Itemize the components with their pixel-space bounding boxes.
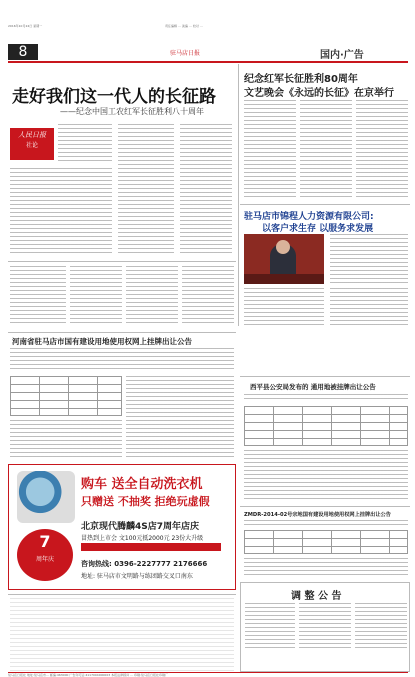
divider	[240, 204, 410, 205]
notice-right-title: 西平县公安局发布的 通用地被挂牌出让公告	[250, 383, 376, 391]
land-notice-title: 河南省驻马店市国有建设用地使用权网上挂牌出让公告	[12, 337, 192, 346]
hr-ad-text	[330, 234, 408, 284]
adjust-notice-box	[240, 582, 410, 672]
logo-text: 人民日报	[18, 131, 46, 139]
article-title: 走好我们这一代人的长征路	[12, 87, 216, 107]
notice-right2-sub	[244, 520, 408, 528]
car-ad-line4: 冒热到上市会 文100元抵2000元 23份大升级	[81, 535, 204, 542]
land-notice-text-left	[10, 420, 122, 458]
news-title-1: 纪念红军长征胜利80周年	[244, 74, 358, 85]
hr-ad-title-2: 以客户求生存 以服务求发展	[262, 224, 374, 234]
hr-ad-title-1: 驻马店市锦程人力资源有限公司:	[244, 212, 374, 222]
notice-right-sub	[244, 394, 408, 402]
header-rule	[8, 61, 408, 63]
car-ad-banner	[81, 543, 221, 551]
hr-ad-text-2	[244, 288, 324, 326]
article-col3	[180, 124, 232, 256]
article-col1-top	[58, 124, 112, 164]
land-notice-text-right	[126, 376, 234, 458]
text-col-c	[126, 266, 178, 326]
car-ad-address: 地址: 驻马店市文明路与练团路交叉口南东	[81, 573, 193, 580]
notice-right-text	[244, 450, 408, 500]
car-ad-line1: 购车 送全自动洗衣机	[81, 477, 203, 492]
article-col2	[118, 124, 174, 256]
adjust-notice-title: 调 整 公 告	[291, 591, 342, 602]
news-col2	[300, 100, 352, 200]
section-name: 国内·广告	[320, 50, 364, 61]
divider	[8, 594, 236, 595]
column-divider	[238, 64, 239, 326]
issue-date: 2016年10月24日 星期一	[8, 24, 43, 28]
page-number: 8	[8, 44, 38, 60]
car-ad-line3: 北京现代腾麟4S店7周年店庆	[81, 522, 200, 532]
notice-right2-table	[244, 530, 408, 554]
anniv-number: 7	[39, 532, 51, 551]
land-notice-table	[10, 376, 122, 416]
logo-sub: 社论	[25, 142, 38, 149]
news-col3	[356, 100, 408, 200]
hr-ad-photo	[244, 234, 324, 284]
washing-machine-image	[17, 471, 75, 523]
car-ad-phone: 咨询热线: 0396-2227777 2176666	[81, 560, 208, 568]
article-col1	[10, 168, 112, 256]
car-ad-line2: 只赠送 不抽奖 拒绝玩虚假	[81, 495, 210, 508]
hr-ad-text-3	[330, 288, 408, 326]
adjust-col2	[299, 603, 351, 651]
divider	[8, 261, 236, 262]
people-daily-logo	[10, 128, 54, 160]
notice-right2-title: ZMDR-2014-02号宗地国有建设用地使用权网上挂牌出让公告	[244, 512, 391, 518]
article-subtitle: ——纪念中国工农红军长征胜利八十周年	[60, 107, 204, 116]
adjust-col1	[245, 603, 295, 651]
notice-right2-text	[244, 558, 408, 578]
footer-text: 驻马店日报社 地址:驻马店市… 邮编:463000 广告许可证:4117004000003 本报法律顾问 … 印刷:驻马店日报社印刷厂	[8, 673, 169, 677]
newspaper-name: 驻马店日报	[170, 50, 201, 57]
text-col-a	[10, 266, 66, 326]
divider	[240, 506, 410, 507]
divider	[240, 376, 410, 377]
news-col1	[244, 100, 296, 200]
news-title-2: 文艺晚会《永远的长征》在京举行	[244, 88, 394, 99]
text-col-b	[70, 266, 122, 326]
notice-right-table	[244, 406, 408, 446]
editor-meta: 责任编辑 … 美编 … 校对 …	[165, 24, 203, 28]
divider	[8, 332, 236, 333]
land-notice-intro	[10, 348, 234, 372]
anniv-label: 周年庆	[35, 556, 54, 563]
anniversary-badge	[17, 529, 73, 581]
blank-area	[10, 598, 234, 672]
text-col-d	[182, 266, 234, 326]
adjust-col3	[355, 603, 407, 651]
car-ad	[8, 464, 236, 590]
